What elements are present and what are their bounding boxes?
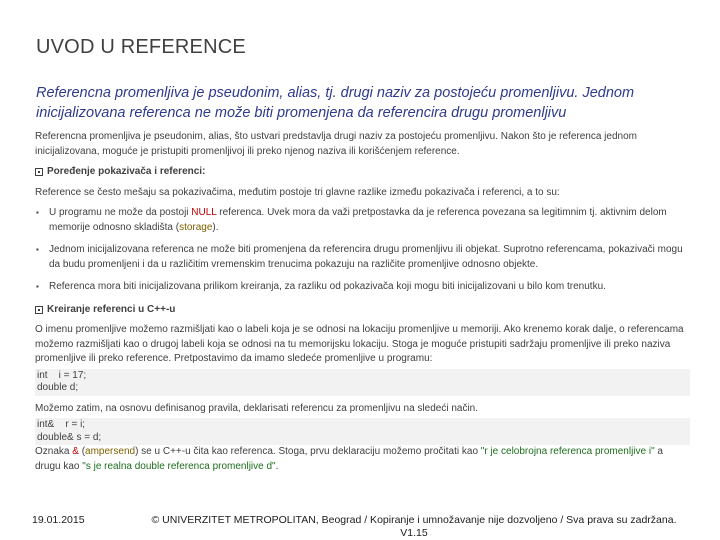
declare-reference-paragraph: Možemo zatim, na osnovu definisanog pravila, deklarisati referencu za promenljivu na sledeći način.	[35, 402, 479, 414]
slide-content	[35, 130, 690, 474]
list-item: ▪ Jednom inicijalizovana referenca ne može biti promenjena da referencira drugu promenljivu ili objekat. Suprotno referencama, pokazivači mogu da budu promenljeni i da u različitim vremenskim trenucima pokazuju na različite promenljive odnosno objekte.	[35, 243, 690, 272]
slide-title: UVOD U REFERENCE	[36, 36, 246, 58]
paragraph-text: (	[78, 446, 86, 457]
code-block-references	[35, 418, 690, 445]
list-item	[35, 206, 690, 235]
memory-label-paragraph: O imenu promenljive možemo razmišljati kao o labeli koja je se odnosi na lokaciju promenljive u memoriji. Ako krenemo korak dalje, o referencama možemo razmišljati kao o drugoj labeli koja se odnosi na tu memorijsku lokaciju. Stoga je moguće pristupiti sadržaju promenljive ili preko naziva promenljive ili preko reference. Pretpostavimo da imamo sledeće promenljive u programu:	[35, 324, 684, 364]
footer-date: 19.01.2015	[32, 514, 85, 526]
ampersend-term: ampersend	[85, 446, 136, 457]
comparison-intro: Reference se često mešaju sa pokazivačima, međutim postoje tri glavne razlike između pokazivača i referenci, a to su:	[35, 186, 560, 198]
section-heading-text: Poređenje pokazivača i referenci:	[47, 166, 206, 177]
paragraph-text: a drugu kao	[35, 446, 663, 472]
paragraph-text: .	[275, 460, 279, 472]
ampersand-symbol: &	[72, 446, 79, 457]
section-heading-comparison	[35, 165, 690, 180]
bullet-text: U programu ne može da postoji	[49, 207, 192, 218]
quote-int-reference: "r je celobrojna referenca promenljive i"	[480, 446, 655, 457]
code-line: int i = 17;	[37, 369, 87, 381]
section-heading-creating	[35, 303, 690, 318]
checkbox-bullet-icon	[35, 306, 43, 314]
paragraph-text: Oznaka	[35, 446, 73, 457]
version-text: V1.15	[400, 527, 428, 539]
list-item: ▪ Referenca mora biti inicijalizovana prilikom kreiranja, za razliku od pokazivača koji mogu biti inicijalizovani u bilo kom trenutku.	[35, 280, 690, 295]
null-keyword: NULL	[191, 207, 217, 218]
ampersand-paragraph	[35, 445, 690, 474]
code-line: int& r = i;	[37, 419, 86, 430]
quote-double-reference: "s je realna double referenca promenljive d"	[82, 460, 276, 472]
code-line: double d;	[37, 382, 79, 393]
differences-list	[35, 206, 690, 295]
copyright-text: © UNIVERZITET METROPOLITAN, Beograd / Kopiranje i umnožavanje nije dozvoljeno / Sva prava su zadržana.	[151, 514, 677, 526]
checkbox-bullet-icon	[35, 168, 43, 176]
section-heading-text: Kreiranje referenci u C++-u	[47, 303, 176, 315]
bullet-text: ).	[212, 221, 219, 233]
storage-term: storage	[179, 221, 213, 233]
code-block-variables	[35, 369, 690, 396]
intro-paragraph: Referencna promenljiva je pseudonim, alias, što ustvari predstavlja drugi naziv za postojeću promenljivu. Nakon što je referenca jednom inicijalizovana, moguće je pristupiti promenljivoj ili preko njenog naziva ili korišćenjem reference.	[35, 131, 637, 157]
lead-paragraph: Referencna promenljiva je pseudonim, alias, tj. drugi naziv za postojeću promenljivu. Jednom inicijalizovana referenca ne može biti promenjena da referencira drugu promenljivu	[36, 85, 635, 121]
code-line: double& s = d;	[37, 431, 102, 443]
footer-copyright	[134, 514, 694, 540]
paragraph-text: ) se u C++-u čita kao referenca. Stoga, prvu deklaraciju možemo pročitati kao	[135, 446, 481, 457]
bullet-text: referenca. Uvek mora da važi pretpostavka da je referenca povezana sa legitimnim tj. aktivnim delom memorije odnosno skladišta (	[49, 207, 667, 233]
